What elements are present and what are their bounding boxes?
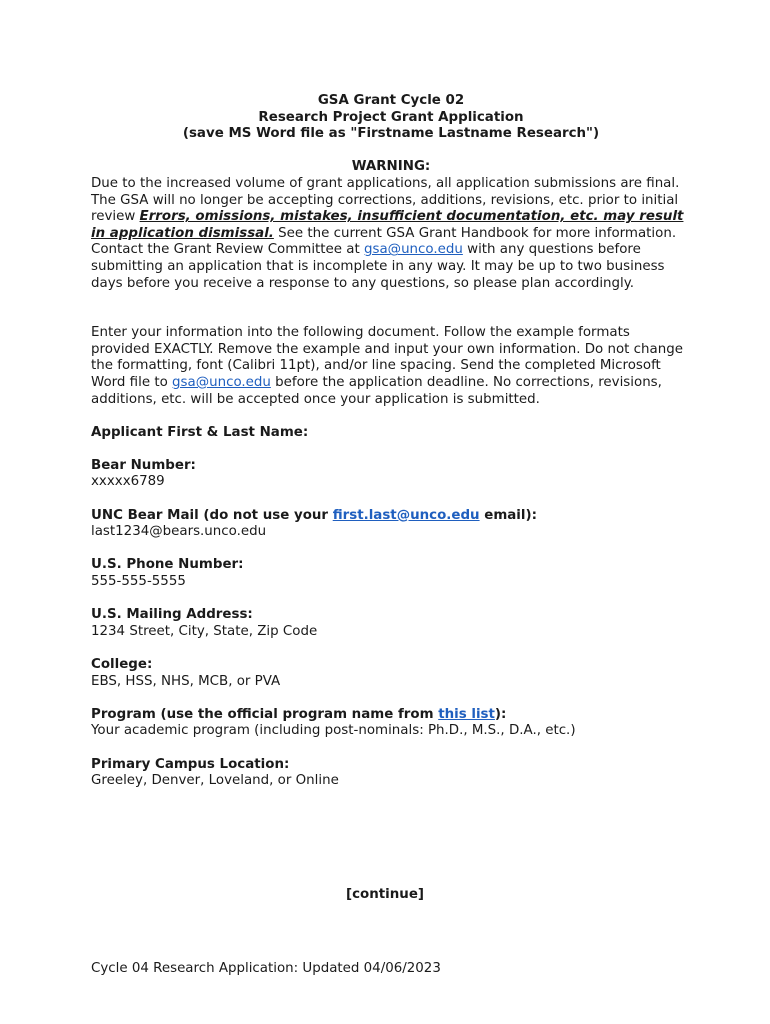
warning-text-3: with any questions before submitting an application that is incomplete in any way. It may be up to two business days before you receive a response to any questions, so please plan accordingly. — [91, 242, 665, 291]
program-label-pre: Program (use the official program name from — [91, 706, 439, 722]
address-value: 1234 Street, City, State, Zip Code — [91, 623, 318, 639]
instructions-paragraph — [91, 325, 691, 408]
phone-label: U.S. Phone Number: — [91, 557, 244, 573]
warning-heading: WARNING: — [351, 159, 431, 175]
program-list-link[interactable]: this list — [438, 706, 495, 722]
program-label-post: ): — [494, 706, 507, 722]
warning-text-2: See the current GSA Grant Handbook for more information. Contact the Grant Review Committee at — [91, 225, 677, 258]
gsa-email-link-2[interactable]: gsa@unco.edu — [172, 374, 271, 390]
document-title: GSA Grant Cycle 02 — [317, 93, 465, 108]
campus-label: Primary Campus Location: — [91, 756, 290, 772]
phone-value: 555-555-5555 — [91, 574, 186, 590]
program-label — [91, 707, 691, 724]
college-value: EBS, HSS, NHS, MCB, or PVA — [91, 673, 281, 689]
warning-emphasis: Errors, omissions, mistakes, insufficient documentation, etc. may result in application dismissal. — [91, 209, 684, 241]
first-last-email-link[interactable]: first.last@unco.edu — [332, 507, 480, 523]
document-body — [91, 93, 691, 790]
gsa-email-link[interactable]: gsa@unco.edu — [364, 242, 463, 258]
bearmail-value: last1234@bears.unco.edu — [91, 524, 267, 540]
continue-marker: [continue] — [345, 887, 425, 902]
address-label: U.S. Mailing Address: — [91, 607, 253, 623]
bear-number-value: xxxxx6789 — [91, 474, 165, 490]
save-note: (save MS Word file as "Firstname Lastname Research") — [182, 126, 600, 142]
bearmail-label-pre: UNC Bear Mail (do not use your — [91, 507, 333, 523]
instructions-text-1: Enter your information into the following document. Follow the example formats provided EXACTLY. Remove the example and input your own information. Do not change the formatting, font (Calibri 11pt), and/or line spacing. Send the completed Microsoft Word file to — [91, 325, 683, 390]
bearmail-label — [91, 508, 691, 525]
college-label: College: — [91, 657, 153, 672]
warning-text-1: Due to the increased volume of grant applications, all application submissions are final. The GSA will no longer be accepting corrections, additions, revisions, etc. prior to initial review — [91, 175, 680, 225]
campus-value: Greeley, Denver, Loveland, or Online — [91, 773, 339, 789]
program-value: Your academic program (including post-nominals: Ph.D., M.S., D.A., etc.) — [91, 723, 576, 739]
bear-number-label: Bear Number: — [91, 457, 196, 473]
document-subtitle: Research Project Grant Application — [258, 109, 524, 125]
bearmail-label-post: email): — [479, 507, 537, 523]
applicant-name-label: Applicant First & Last Name: — [91, 424, 309, 440]
instructions-text-2: before the application deadline. No corrections, revisions, additions, etc. will be accepted once your application is submitted. — [91, 374, 662, 407]
warning-paragraph — [91, 176, 691, 292]
page-footer: Cycle 04 Research Application: Updated 04/06/2023 — [91, 961, 441, 976]
